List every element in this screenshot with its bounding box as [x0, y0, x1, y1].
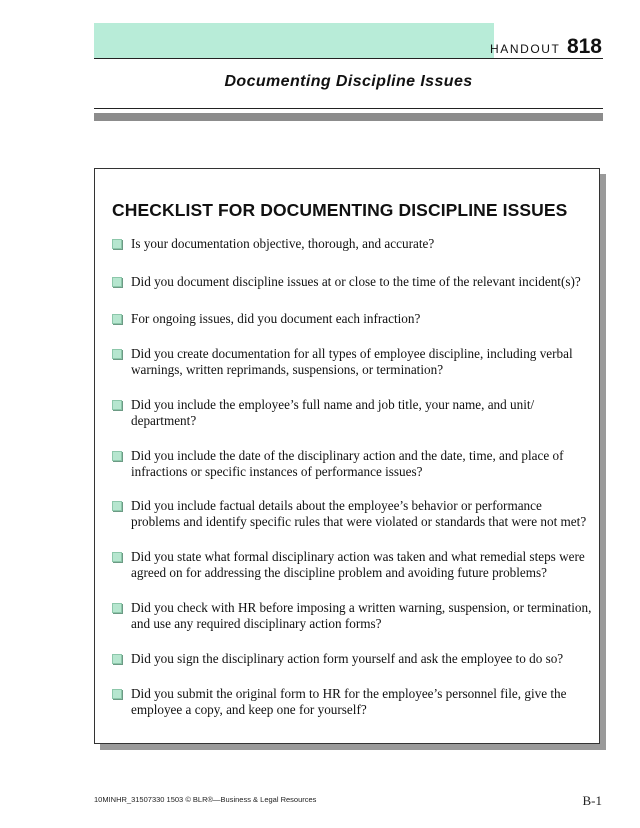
- title-rule: [94, 108, 603, 109]
- square-bullet-icon: [112, 451, 122, 461]
- checklist-item: [112, 448, 592, 479]
- handout-word: HANDOUT: [489, 42, 561, 56]
- header-band: [94, 23, 494, 59]
- checklist-item-text: Did you check with HR before imposing a written warning, suspension, or termination, and use any required disciplinary action forms?: [131, 600, 592, 631]
- checklist-item: [112, 600, 592, 631]
- square-bullet-icon: [112, 603, 122, 613]
- square-bullet-icon: [112, 689, 122, 699]
- checklist-item-text: Did you state what formal disciplinary action was taken and what remedial steps were agreed on for addressing the discipline problem and avoiding future problems?: [131, 549, 585, 580]
- handout-number: 818: [566, 35, 602, 58]
- checklist-item: [112, 346, 592, 377]
- square-bullet-icon: [112, 239, 122, 249]
- checklist-item: [112, 397, 592, 428]
- checklist-item-text: Did you sign the disciplinary action form yourself and ask the employee to do so?: [131, 651, 564, 666]
- checklist-item-text: Did you include factual details about the employee’s behavior or performance problems and identify specific rules that were violated or standards that were not met?: [131, 498, 587, 529]
- checklist-item: [112, 498, 592, 529]
- checklist-box: [94, 168, 600, 744]
- checklist-item: [112, 236, 592, 252]
- checklist-item-text: For ongoing issues, did you document each infraction?: [131, 311, 421, 326]
- square-bullet-icon: [112, 552, 122, 562]
- checklist-heading: CHECKLIST FOR DOCUMENTING DISCIPLINE ISSUES: [112, 200, 568, 220]
- square-bullet-icon: [112, 349, 122, 359]
- square-bullet-icon: [112, 400, 122, 410]
- checklist-item: [112, 651, 592, 667]
- square-bullet-icon: [112, 277, 122, 287]
- handout-label: [490, 35, 602, 57]
- checklist-item-text: Did you include the employee’s full name and job title, your name, and unit/ department?: [131, 397, 535, 428]
- checklist-item: [112, 686, 592, 717]
- checklist-item-text: Is your documentation objective, thorough, and accurate?: [131, 236, 435, 251]
- page-number: B-1: [582, 793, 602, 808]
- checklist-item-text: Did you create documentation for all types of employee discipline, including verbal warnings, written reprimands, suspensions, or termination?: [131, 346, 573, 377]
- checklist-item-text: Did you document discipline issues at or close to the time of the relevant incident(s)?: [131, 274, 581, 289]
- square-bullet-icon: [112, 501, 122, 511]
- square-bullet-icon: [112, 654, 122, 664]
- page-title: Documenting Discipline Issues: [224, 73, 473, 90]
- square-bullet-icon: [112, 314, 122, 324]
- checklist-item-text: Did you include the date of the disciplinary action and the date, time, and place of infractions or specific instances of performance issues?: [131, 448, 564, 479]
- header-rule: [94, 58, 603, 59]
- checklist-item: [112, 311, 592, 327]
- checklist-item-text: Did you submit the original form to HR for the employee’s personnel file, give the employee a copy, and keep one for yourself?: [131, 686, 567, 717]
- checklist-item: [112, 549, 592, 580]
- footer-credit: 10MINHR_31507330 1503 © BLR®—Business & Legal Resources: [94, 795, 317, 804]
- checklist-item: [112, 274, 592, 290]
- title-rule-thick: [94, 113, 603, 121]
